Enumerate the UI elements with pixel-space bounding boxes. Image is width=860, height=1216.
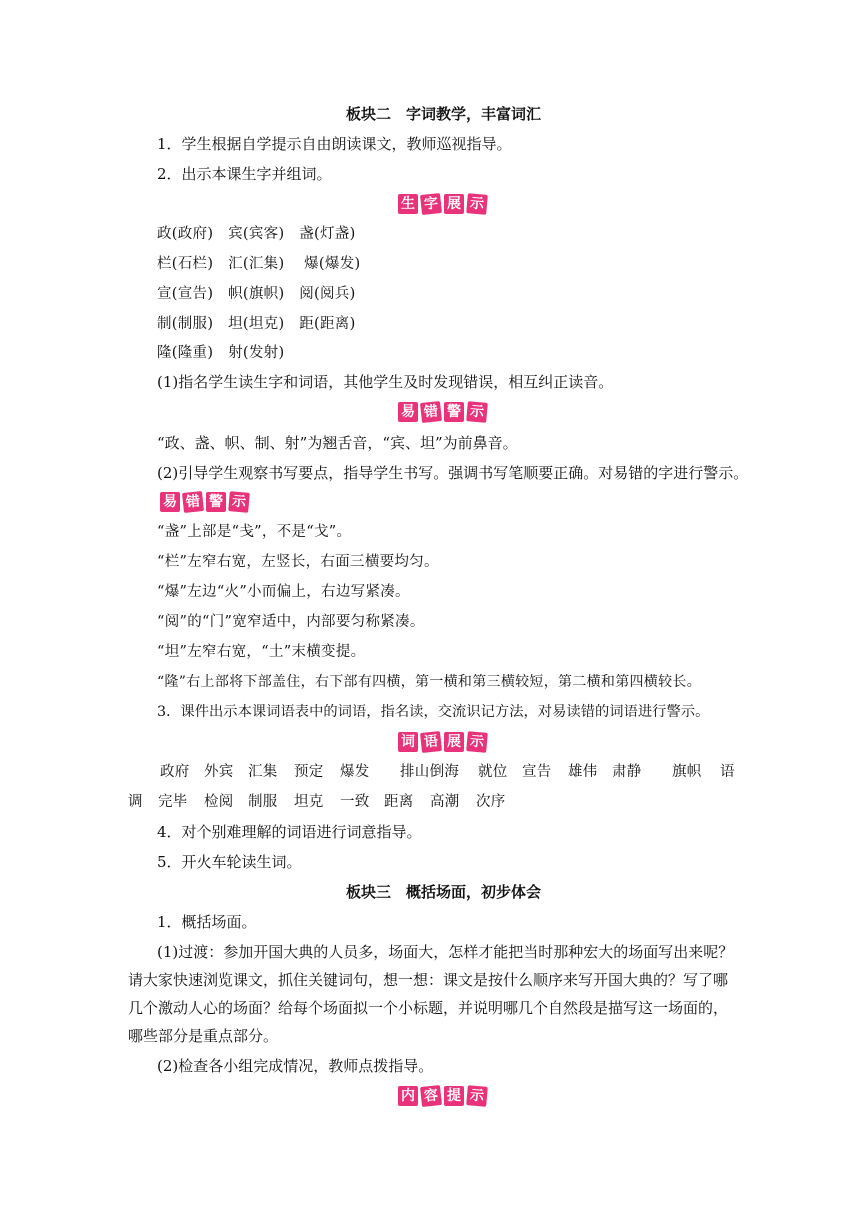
paragraph: (2)检查各小组完成情况，教师点拨指导。 (157, 1057, 434, 1075)
paragraph: (2)引导学生观察书写要点，指导学生书写。强调书写笔顺要正确。对易错的字进行警示。 (157, 464, 749, 482)
badge-char: 展 (444, 194, 464, 214)
paragraph: 1．学生根据自学提示自由朗读课文，教师巡视指导。 (157, 135, 512, 153)
paragraph: (1)指名学生读生字和词语，其他学生及时发现错误，相互纠正读音。 (157, 373, 614, 391)
paragraph: “政、盏、帜、制、射”为翘舌音，“宾、坦”为前鼻音。 (157, 434, 518, 452)
word: 高潮 (430, 794, 460, 810)
word: 宣告 (522, 764, 552, 780)
word: 次序 (476, 794, 506, 810)
badge-char: 示 (466, 1085, 488, 1107)
paragraph: 5．开火车轮读生词。 (157, 853, 302, 871)
warning-line: “栏”左窄右宽，左竖长，右面三横要均匀。 (157, 554, 439, 570)
warning-line: “爆”左边“火”小而偏上，右边写紧凑。 (157, 584, 410, 600)
paragraph: (1)过渡：参加开国大典的人员多，场面大，怎样才能把当时那种宏大的场面写出来呢？ (157, 943, 734, 961)
word: 完毕 (158, 794, 188, 810)
badge-char: 示 (228, 491, 250, 513)
badge-char: 生 (398, 194, 418, 214)
badge-char: 易 (398, 402, 418, 422)
badge-char: 警 (206, 492, 226, 512)
warning-line: “隆”右上部将下部盖住，右下部有四横，第一横和第三横较短，第二横和第四横较长。 (157, 674, 702, 690)
word: 制服 (248, 794, 278, 810)
badge-char: 示 (466, 193, 488, 215)
warning-line: “阅”的“门”宽窄适中，内部要匀称紧凑。 (157, 614, 425, 630)
badge-char: 容 (420, 1085, 442, 1107)
char-list-row: 栏(石栏) 汇(汇集) 爆(爆发) (157, 256, 361, 272)
char-list-row: 宣(宣告) 帜(旗帜) 阅(阅兵) (157, 286, 356, 302)
badge-char: 易 (160, 492, 180, 512)
paragraph: 哪些部分是重点部分。 (128, 1027, 279, 1045)
paragraph: 4．对个别难理解的词语进行词意指导。 (157, 823, 422, 841)
warning-line: “坦”左窄右宽，“土”末横变提。 (157, 644, 366, 660)
char-list-row: 政(政府) 宾(宾客) 盏(灯盏) (157, 226, 356, 242)
paragraph: 1．概括场面。 (157, 913, 257, 931)
word: 排山倒海 (400, 764, 460, 780)
paragraph: 请大家快速浏览课文，抓住关键词句，想一想：课文是按什么顺序来写开国大典的？写了哪 (128, 971, 729, 989)
word: 旗帜 (672, 764, 702, 780)
section2-title: 板块二 字词教学，丰富词汇 (346, 105, 542, 123)
badge-char: 字 (420, 193, 442, 215)
badge-error-warning (398, 402, 487, 422)
word: 坦克 (294, 794, 324, 810)
badge-char: 警 (444, 402, 464, 422)
badge-char: 示 (466, 731, 488, 753)
badge-content-hint (398, 1086, 487, 1106)
paragraph: 几个激动人心的场面？给每个场面拟一个小标题，并说明哪几个自然段是描写这一场面的， (128, 999, 729, 1017)
paragraph: 3．课件出示本课词语表中的词语，指名读，交流识记方法，对易读错的词语进行警示。 (157, 704, 710, 720)
badge-char: 语 (420, 731, 442, 753)
badge-char: 错 (420, 401, 442, 423)
paragraph: 2．出示本课生字并组词。 (157, 165, 332, 183)
badge-char: 内 (398, 1086, 418, 1106)
word: 肃静 (612, 764, 642, 780)
badge-character-display (398, 194, 487, 214)
word: 一致 (340, 794, 370, 810)
word: 爆发 (340, 764, 370, 780)
section3-title: 板块三 概括场面，初步体会 (346, 883, 542, 901)
warning-line: “盏”上部是“戋”，不是“戈”。 (157, 524, 352, 540)
word: 调 (128, 794, 143, 810)
badge-char: 提 (444, 1086, 464, 1106)
word: 检阅 (204, 794, 234, 810)
badge-char: 错 (182, 491, 204, 513)
char-list-row: 隆(隆重) 射(发射) (157, 345, 285, 361)
char-list-row: 制(制服) 坦(坦克) 距(距离) (157, 316, 356, 332)
word: 预定 (294, 764, 324, 780)
word: 距离 (384, 794, 414, 810)
word: 外宾 (204, 764, 234, 780)
badge-char: 词 (398, 732, 418, 752)
badge-error-warning (160, 492, 249, 512)
word: 政府 (160, 764, 190, 780)
word: 就位 (478, 764, 508, 780)
badge-word-display (398, 732, 487, 752)
word: 雄伟 (568, 764, 598, 780)
word: 汇集 (248, 764, 278, 780)
badge-char: 展 (444, 732, 464, 752)
word: 语 (720, 764, 735, 780)
badge-char: 示 (466, 401, 488, 423)
